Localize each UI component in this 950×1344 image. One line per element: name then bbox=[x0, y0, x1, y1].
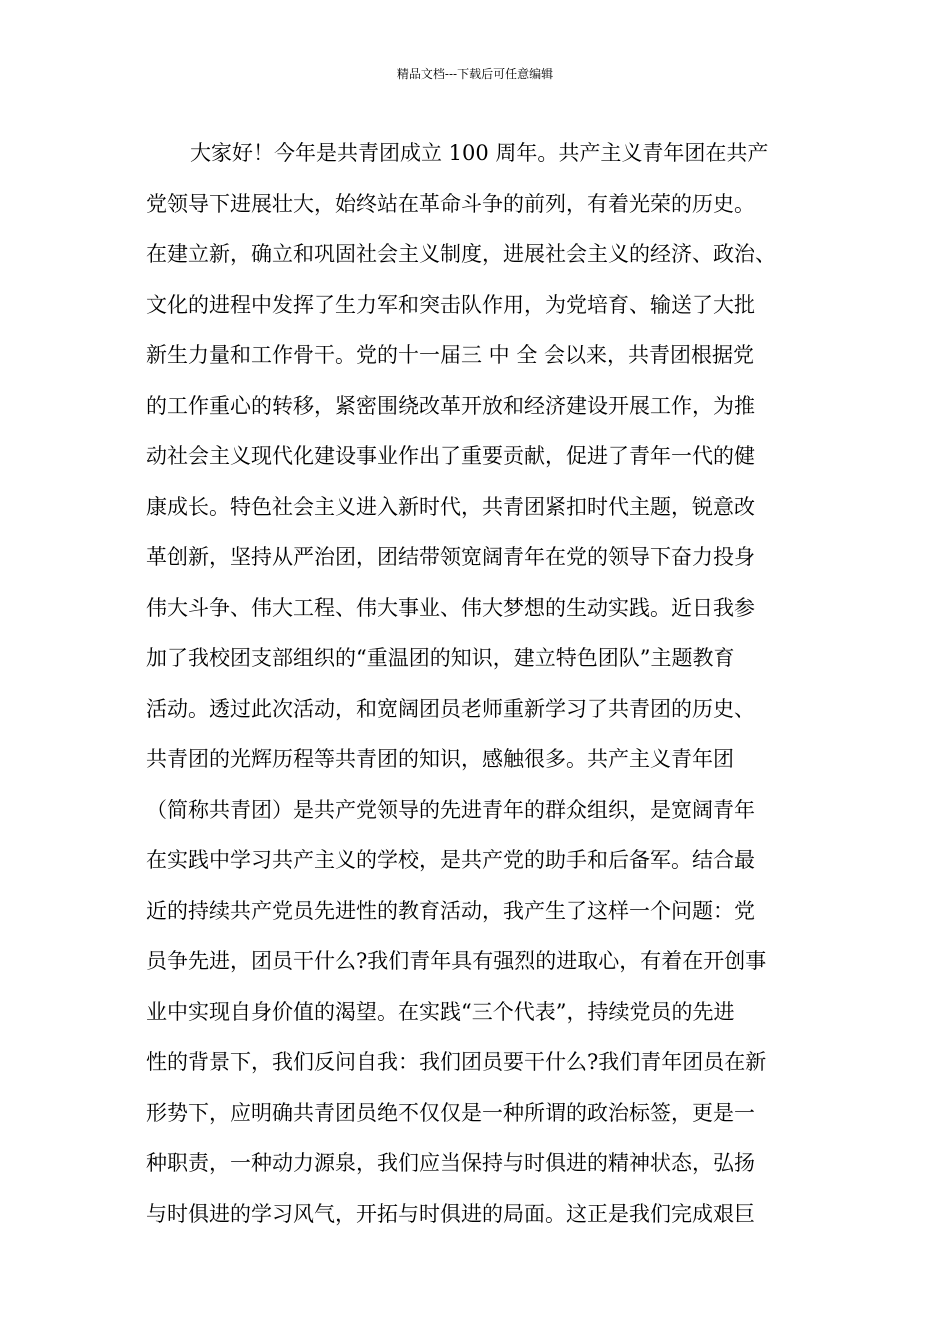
text-line: 在实践中学习共产主义的学校，是共产党的助手和后备军。结合最 bbox=[146, 848, 755, 872]
text-line: 加了我校团支部组织的“重温团的知识，建立特色团队”主题教育 bbox=[146, 646, 735, 670]
text-line: 近的持续共产党员先进性的教育活动，我产生了这样一个问题：党 bbox=[146, 898, 755, 923]
text-line: 形势下，应明确共青团员绝不仅仅是一种所谓的政治标签，更是一 bbox=[146, 1100, 755, 1125]
text-line: 活动。透过此次活动，和宽阔团员老师重新学习了共青团的历史、 bbox=[146, 696, 755, 721]
text-line: 文化的进程中发挥了生力军和突击队作用，为党培育、输送了大批 bbox=[146, 292, 755, 317]
body-text bbox=[146, 128, 826, 1239]
text-line: 共青团的光辉历程等共青团的知识，感触很多。共产主义青年团 bbox=[146, 747, 734, 771]
text-line: 业中实现自身价值的渴望。在实践“三个代表”，持续党员的先进 bbox=[146, 999, 735, 1024]
text-line: 伟大斗争、伟大工程、伟大事业、伟大梦想的生动实践。近日我参 bbox=[146, 595, 755, 620]
text-line: 大家好！今年是共青团成立 100 周年。共产主义青年团在共产 bbox=[190, 141, 769, 165]
text-line: 与时俱进的学习风气，开拓与时俱进的局面。这正是我们完成艰巨 bbox=[146, 1201, 755, 1226]
text-line: 在建立新，确立和巩固社会主义制度，进展社会主义的经济、政治、 bbox=[146, 242, 776, 266]
text-line: 种职责，一种动力源泉，我们应当保持与时俱进的精神状态，弘扬 bbox=[146, 1151, 755, 1175]
text-line: 革创新，坚持从严治团，团结带领宽阔青年在党的领导下奋力投身 bbox=[146, 545, 755, 569]
text-line: 党领导下进展壮大，始终站在革命斗争的前列，有着光荣的历史。 bbox=[146, 191, 755, 216]
text-line: 新生力量和工作骨干。党的十一届三 中 全 会以来，共青团根据党 bbox=[146, 343, 755, 367]
text-line: 康成长。特色社会主义进入新时代，共青团紧扣时代主题，锐意改 bbox=[146, 494, 755, 519]
text-line: 员争先进，团员干什么?我们青年具有强烈的进取心，有着在开创事 bbox=[146, 949, 767, 973]
text-line: （简称共青团）是共产党领导的先进青年的群众组织，是宽阔青年 bbox=[146, 797, 755, 822]
page-header: 精品文档---下载后可任意编辑 bbox=[396, 67, 554, 81]
text-line: 性的背景下，我们反问自我：我们团员要干什么?我们青年团员在新 bbox=[146, 1050, 767, 1074]
text-line: 的工作重心的转移，紧密围绕改革开放和经济建设开展工作，为推 bbox=[146, 393, 755, 418]
text-line: 动社会主义现代化建设事业作出了重要贡献，促进了青年一代的健 bbox=[146, 444, 755, 468]
